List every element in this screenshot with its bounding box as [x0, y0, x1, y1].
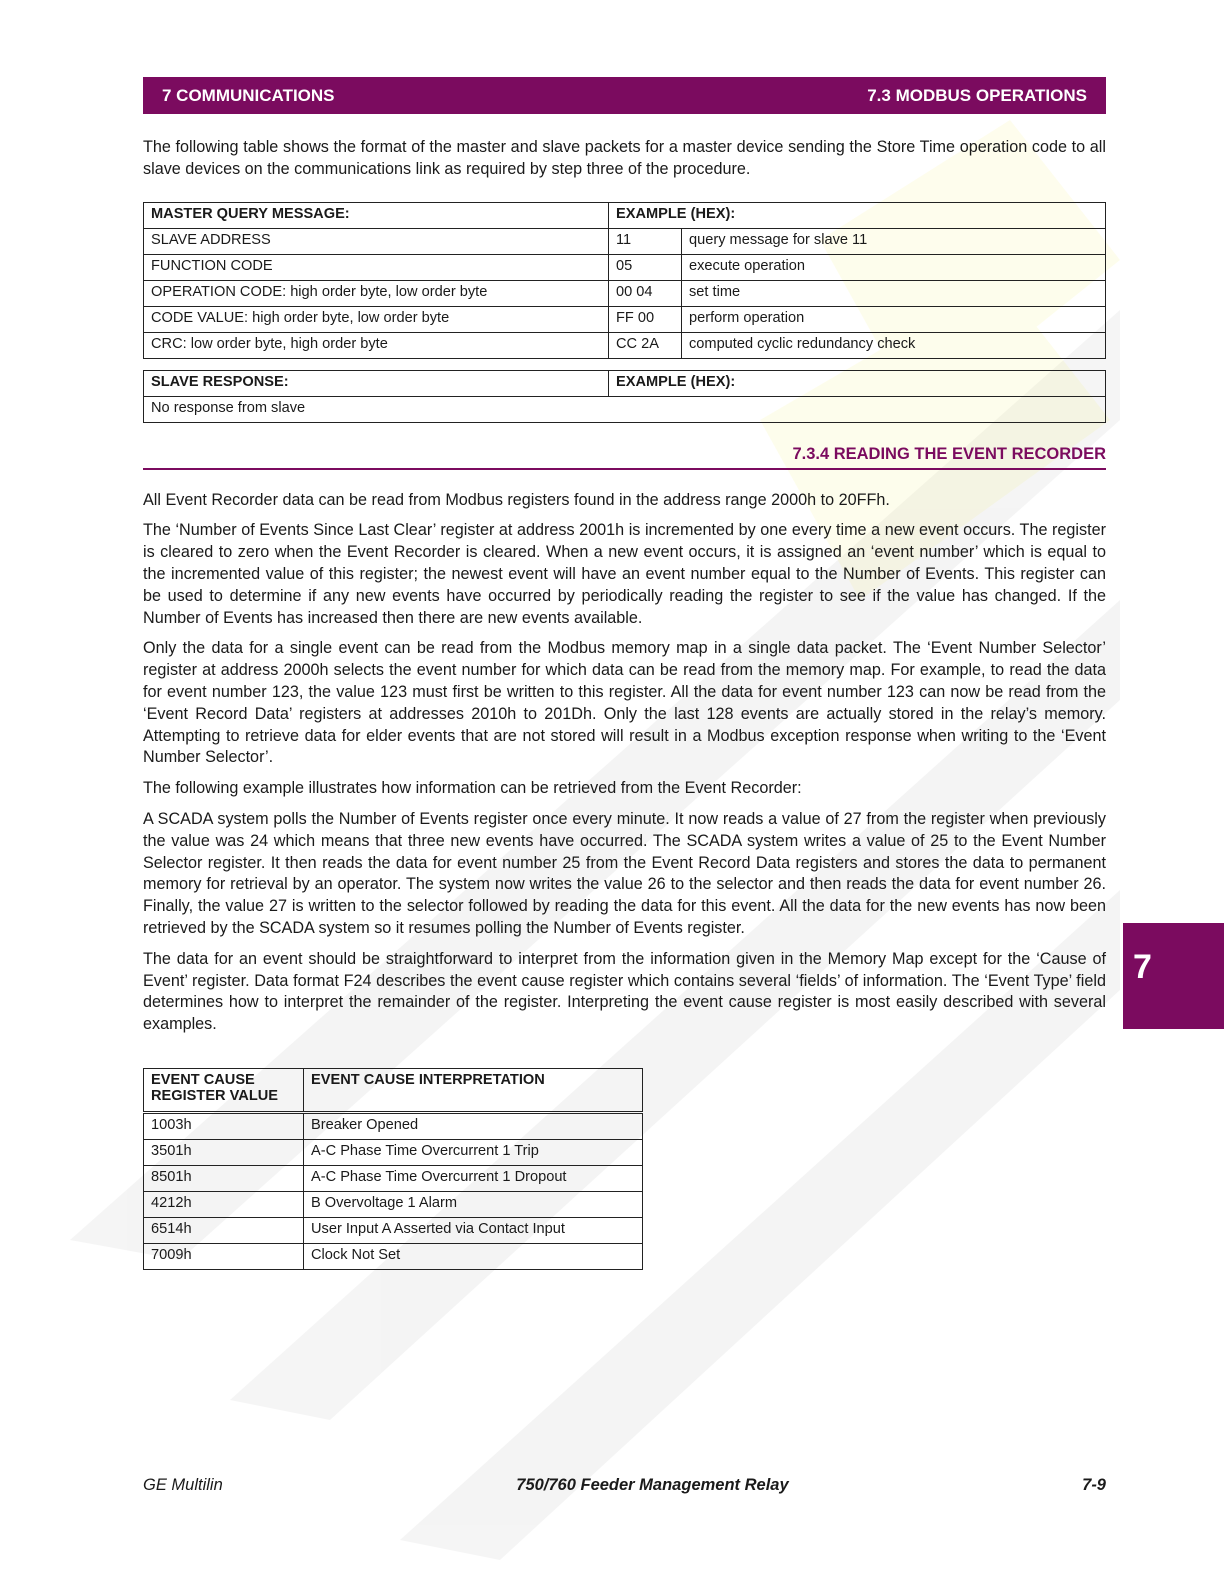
desc-cell: computed cyclic redundancy check	[682, 332, 1106, 358]
interp-cell: A-C Phase Time Overcurrent 1 Dropout	[304, 1165, 643, 1191]
paragraph: Only the data for a single event can be read from the Modbus memory map in a single data packet. The ‘Event Number Selector’ register at address 2000h selects the event number for which data can be read from the memory map. For example, to read the data for event number 123, the value 123 must first be written to this register. All the data for event number 123 can now be read from the ‘Event Record Data’ registers at addresses 2010h to 201Dh. Only the last 128 events are actually stored in the relay’s memory. Attempting to retrieve data for elder events that are not stored will result in a Modbus exception response when writing to the ‘Event Number Selector’.	[143, 639, 1106, 767]
footer-title: 750/760 Feeder Management Relay	[516, 1476, 789, 1494]
desc-cell: execute operation	[682, 254, 1106, 280]
desc-cell: set time	[682, 280, 1106, 306]
master-query-table	[143, 202, 1106, 359]
field-cell: SLAVE ADDRESS	[144, 228, 609, 254]
running-header	[143, 77, 1106, 114]
example-col-header: EXAMPLE (HEX):	[609, 202, 1106, 228]
paragraph: The data for an event should be straightforward to interpret from the information given in the Memory Map except for the ‘Cause of Event’ register. Data format F24 describes the event cause register which contains several ‘fields’ of information. The ‘Event Type’ field determines how to interpret the remainder of the register. Interpreting the event cause register is most easily described with several examples.	[143, 949, 1106, 1034]
table-row	[144, 254, 1106, 280]
hex-cell: 05	[609, 254, 682, 280]
interp-cell: B Overvoltage 1 Alarm	[304, 1191, 643, 1217]
paragraph: The ‘Number of Events Since Last Clear’ register at address 2001h is incremented by one every time a new event occurs. The register is cleared to zero when the Event Recorder is cleared. When a new event occurs, it is assigned an ‘event number’ which is equal to the incremented value of this register; the newest event will have an event number equal to the Number of Events. This register can be used to determine if any new events have occurred by periodically reading the register to see if the value has changed. If the Number of Events has increased then there are new events available.	[143, 521, 1106, 627]
interp-cell: Breaker Opened	[304, 1112, 643, 1139]
header-chapter: 7 COMMUNICATIONS	[162, 85, 335, 105]
chapter-tab: 7	[1123, 923, 1224, 1029]
body-text	[143, 490, 1106, 1036]
paragraph: The following example illustrates how information can be retrieved from the Event Recorder:	[143, 779, 802, 798]
table-row	[144, 1139, 643, 1165]
page-content	[143, 77, 1106, 1270]
interp-cell: Clock Not Set	[304, 1243, 643, 1269]
table-row	[144, 1112, 643, 1139]
intro-paragraph: The following table shows the format of the master and slave packets for a master device sending the Store Time operation code to all slave devices on the communications link as required by step three of the procedure.	[143, 138, 1106, 178]
field-cell: FUNCTION CODE	[144, 254, 609, 280]
register-value-header: EVENT CAUSE REGISTER VALUE	[144, 1068, 304, 1112]
hex-cell: 11	[609, 228, 682, 254]
table-row	[144, 1243, 643, 1269]
interp-cell: A-C Phase Time Overcurrent 1 Trip	[304, 1139, 643, 1165]
table-row	[144, 1191, 643, 1217]
table-row	[144, 306, 1106, 332]
slave-response-cell: No response from slave	[144, 396, 1106, 422]
paragraph: All Event Recorder data can be read from Modbus registers found in the address range 2000h to 20FFh.	[143, 490, 890, 509]
value-cell: 6514h	[144, 1217, 304, 1243]
table-row	[144, 396, 1106, 422]
interpretation-header: EVENT CAUSE INTERPRETATION	[304, 1068, 643, 1112]
interp-cell: User Input A Asserted via Contact Input	[304, 1217, 643, 1243]
table-row	[144, 1217, 643, 1243]
page-footer	[143, 1476, 1106, 1495]
slave-col-header: SLAVE RESPONSE:	[144, 370, 609, 396]
table-row	[144, 332, 1106, 358]
header-section: 7.3 MODBUS OPERATIONS	[867, 85, 1087, 105]
table-row	[144, 228, 1106, 254]
value-cell: 4212h	[144, 1191, 304, 1217]
section-heading: 7.3.4 READING THE EVENT RECORDER	[143, 445, 1106, 470]
hex-cell: CC 2A	[609, 332, 682, 358]
page-number: 7-9	[1082, 1476, 1106, 1494]
field-cell: CRC: low order byte, high order byte	[144, 332, 609, 358]
value-cell: 8501h	[144, 1165, 304, 1191]
field-cell: OPERATION CODE: high order byte, low order byte	[144, 280, 609, 306]
table-row	[144, 280, 1106, 306]
paragraph: A SCADA system polls the Number of Events register once every minute. It now reads a value of 27 from the register when previously the value was 24 which means that three new events have occurred. The SCADA system writes a value of 25 to the Event Number Selector register. It then reads the data for event number 25 from the Event Record Data registers and stores the data to permanent memory for retrieval by an operator. The system now writes the value 26 to the selector and then reads the data for event number 26. Finally, the value 27 is written to the selector followed by reading the data for this event. All the data for the new events has now been retrieved by the SCADA system so it resumes polling the Number of Events register.	[143, 809, 1106, 937]
value-cell: 3501h	[144, 1139, 304, 1165]
field-cell: CODE VALUE: high order byte, low order byte	[144, 306, 609, 332]
value-cell: 7009h	[144, 1243, 304, 1269]
event-cause-table	[143, 1068, 643, 1270]
master-col-header: MASTER QUERY MESSAGE:	[144, 202, 609, 228]
footer-company: GE Multilin	[143, 1476, 223, 1494]
hex-cell: 00 04	[609, 280, 682, 306]
desc-cell: query message for slave 11	[682, 228, 1106, 254]
table-row	[144, 1165, 643, 1191]
slave-response-table	[143, 370, 1106, 423]
desc-cell: perform operation	[682, 306, 1106, 332]
value-cell: 1003h	[144, 1112, 304, 1139]
hex-cell: FF 00	[609, 306, 682, 332]
example-col-header: EXAMPLE (HEX):	[609, 370, 1106, 396]
